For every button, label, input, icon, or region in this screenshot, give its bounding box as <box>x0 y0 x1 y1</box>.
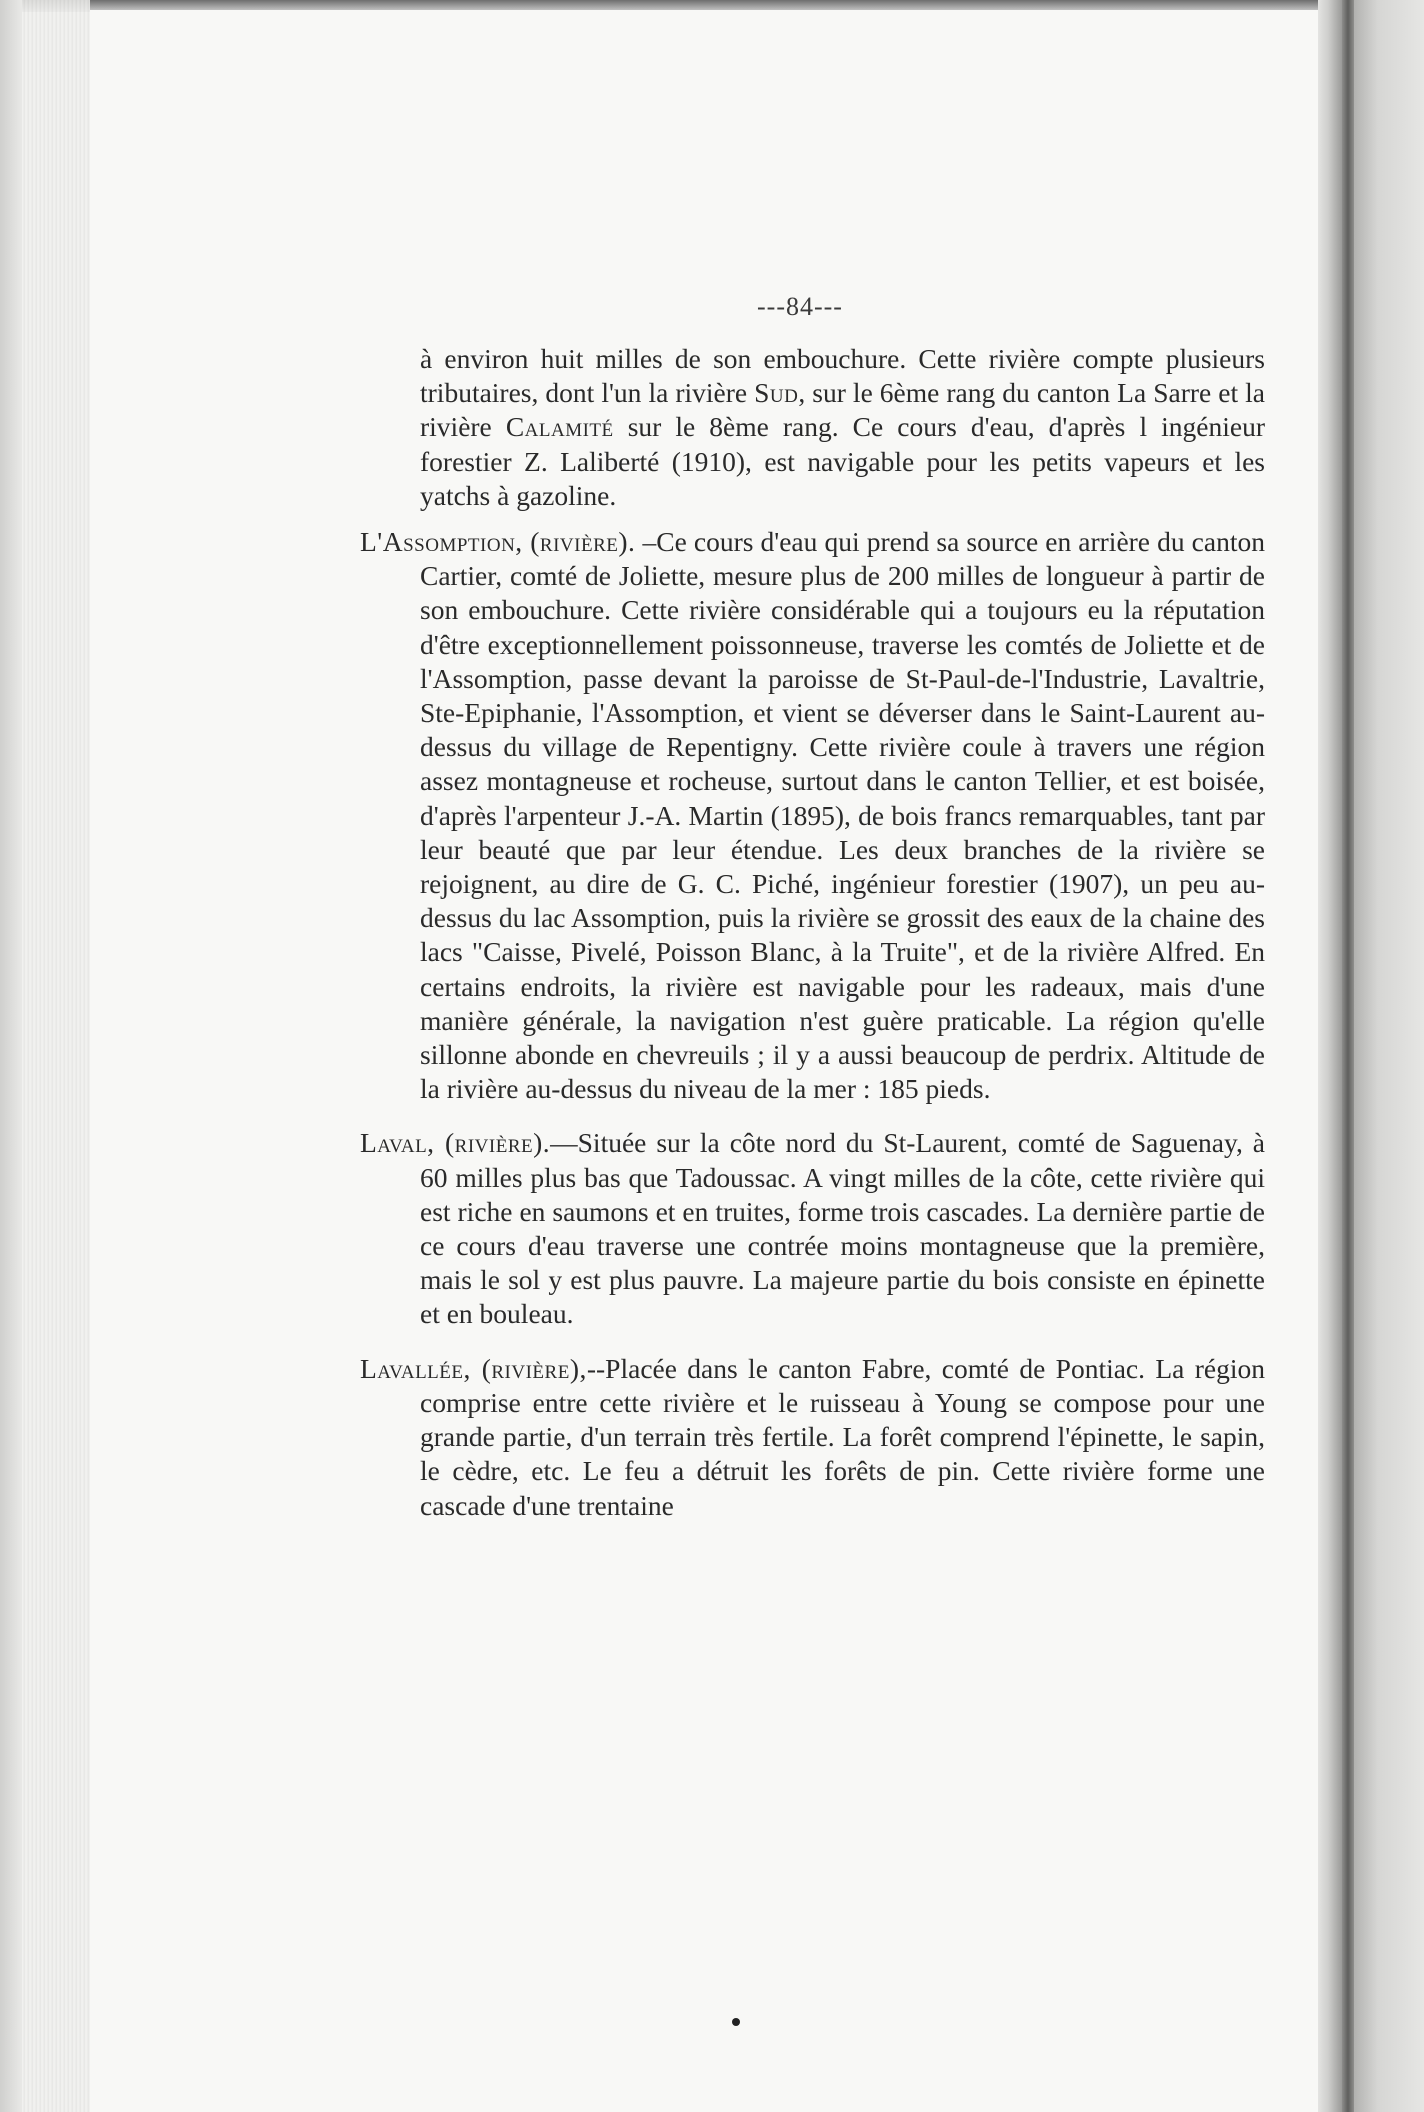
entry-text: , sur le 6ème rang du canton La Sarre et la rivière <box>420 377 1265 443</box>
page-body <box>360 342 1265 1523</box>
page-number: ---84--- <box>757 292 843 321</box>
entry-text: —Située sur la côte nord du St-Laurent, comté de Saguenay, à 60 milles plus bas que Tadoussac. A vingt milles de la côte, cette rivière qui est riche en saumons et en truites, forme trois cascades. La dernière partie de ce cours d'eau traverse une contrée moins montagneuse que la première, mais le sol y est plus pauvre. La majeure partie du bois consiste en épinette et en bouleau. <box>420 1127 1266 1330</box>
entry-heading: Lavallée, (rivière), <box>360 1352 587 1384</box>
entry-laval <box>360 1126 1265 1331</box>
entry-text: –Ce cours d'eau qui prend sa source en arrière du canton Cartier, comté de Joliette, mesure plus de 200 milles de longueur à partir de son embouchure. Cette rivière considérable qui a toujours eu la réputation d'être exceptionnellement poissonneuse, traverse les comtés de Joliette et de l'Assomption, passe devant la paroisse de St-Paul-de-l'Industrie, Lavaltrie, Ste-Epiphanie, l'Assomption, et vient se déverser dans le Saint-Laurent au-dessus du village de Repentigny. Cette rivière coule à travers une région assez montagneuse et rocheuse, surtout dans le canton Tellier, et est boisée, d'après l'arpenteur J.-A. Martin (1895), de bois francs remarquables, tant par leur beauté que par leur étendue. Les deux branches de la rivière se rejoignent, au dire de G. C. Piché, ingénieur forestier (1907), un peu au-dessus du lac Assomption, puis la rivière se grossit des eaux de la chaine des lacs "Caisse, Pivelé, Poisson Blanc, à la Truite", et de la rivière Alfred. En certains endroits, la rivière est navigable pour les radeaux, mais d'une manière générale, la navigation n'est guère praticable. La région qu'elle sillonne abonde en chevreuils ; il y a aussi beaucoup de perdrix. Altitude de la rivière au-dessus du niveau de la mer : 185 pieds. <box>420 526 1265 1105</box>
footer-dot <box>732 2018 740 2026</box>
entry-term-sud: Sud <box>754 377 799 409</box>
entry-text: à environ huit milles de son embouchure. Cette rivière compte plusieurs tributaires, dont l'un la rivière <box>420 343 1265 409</box>
entry-lassomption <box>360 525 1265 1106</box>
entry-text: sur le 8ème rang. Ce cours d'eau, d'après l ingénieur forestier Z. Laliberté (1910), est navigable pour les petits vapeurs et les yatchs à gazoline. <box>420 411 1265 511</box>
entry-lavallee <box>360 1352 1265 1523</box>
entry-heading: L'Assomption, (rivière). <box>360 526 636 558</box>
entry-text: --Placée dans le canton Fabre, comté de Pontiac. La région comprise entre cette rivière et le ruisseau à Young se compose pour une grande partie, d'un terrain très fertile. La forêt comprend l'épinette, le sapin, le cèdre, etc. Le feu a détruit les forêts de pin. Cette rivière forme une cascade d'une trentaine <box>420 1352 1265 1521</box>
entry-term-calamite: Calamité <box>505 411 614 443</box>
entry-continuation <box>360 342 1265 513</box>
entry-heading: Laval, (rivière). <box>360 1127 551 1159</box>
